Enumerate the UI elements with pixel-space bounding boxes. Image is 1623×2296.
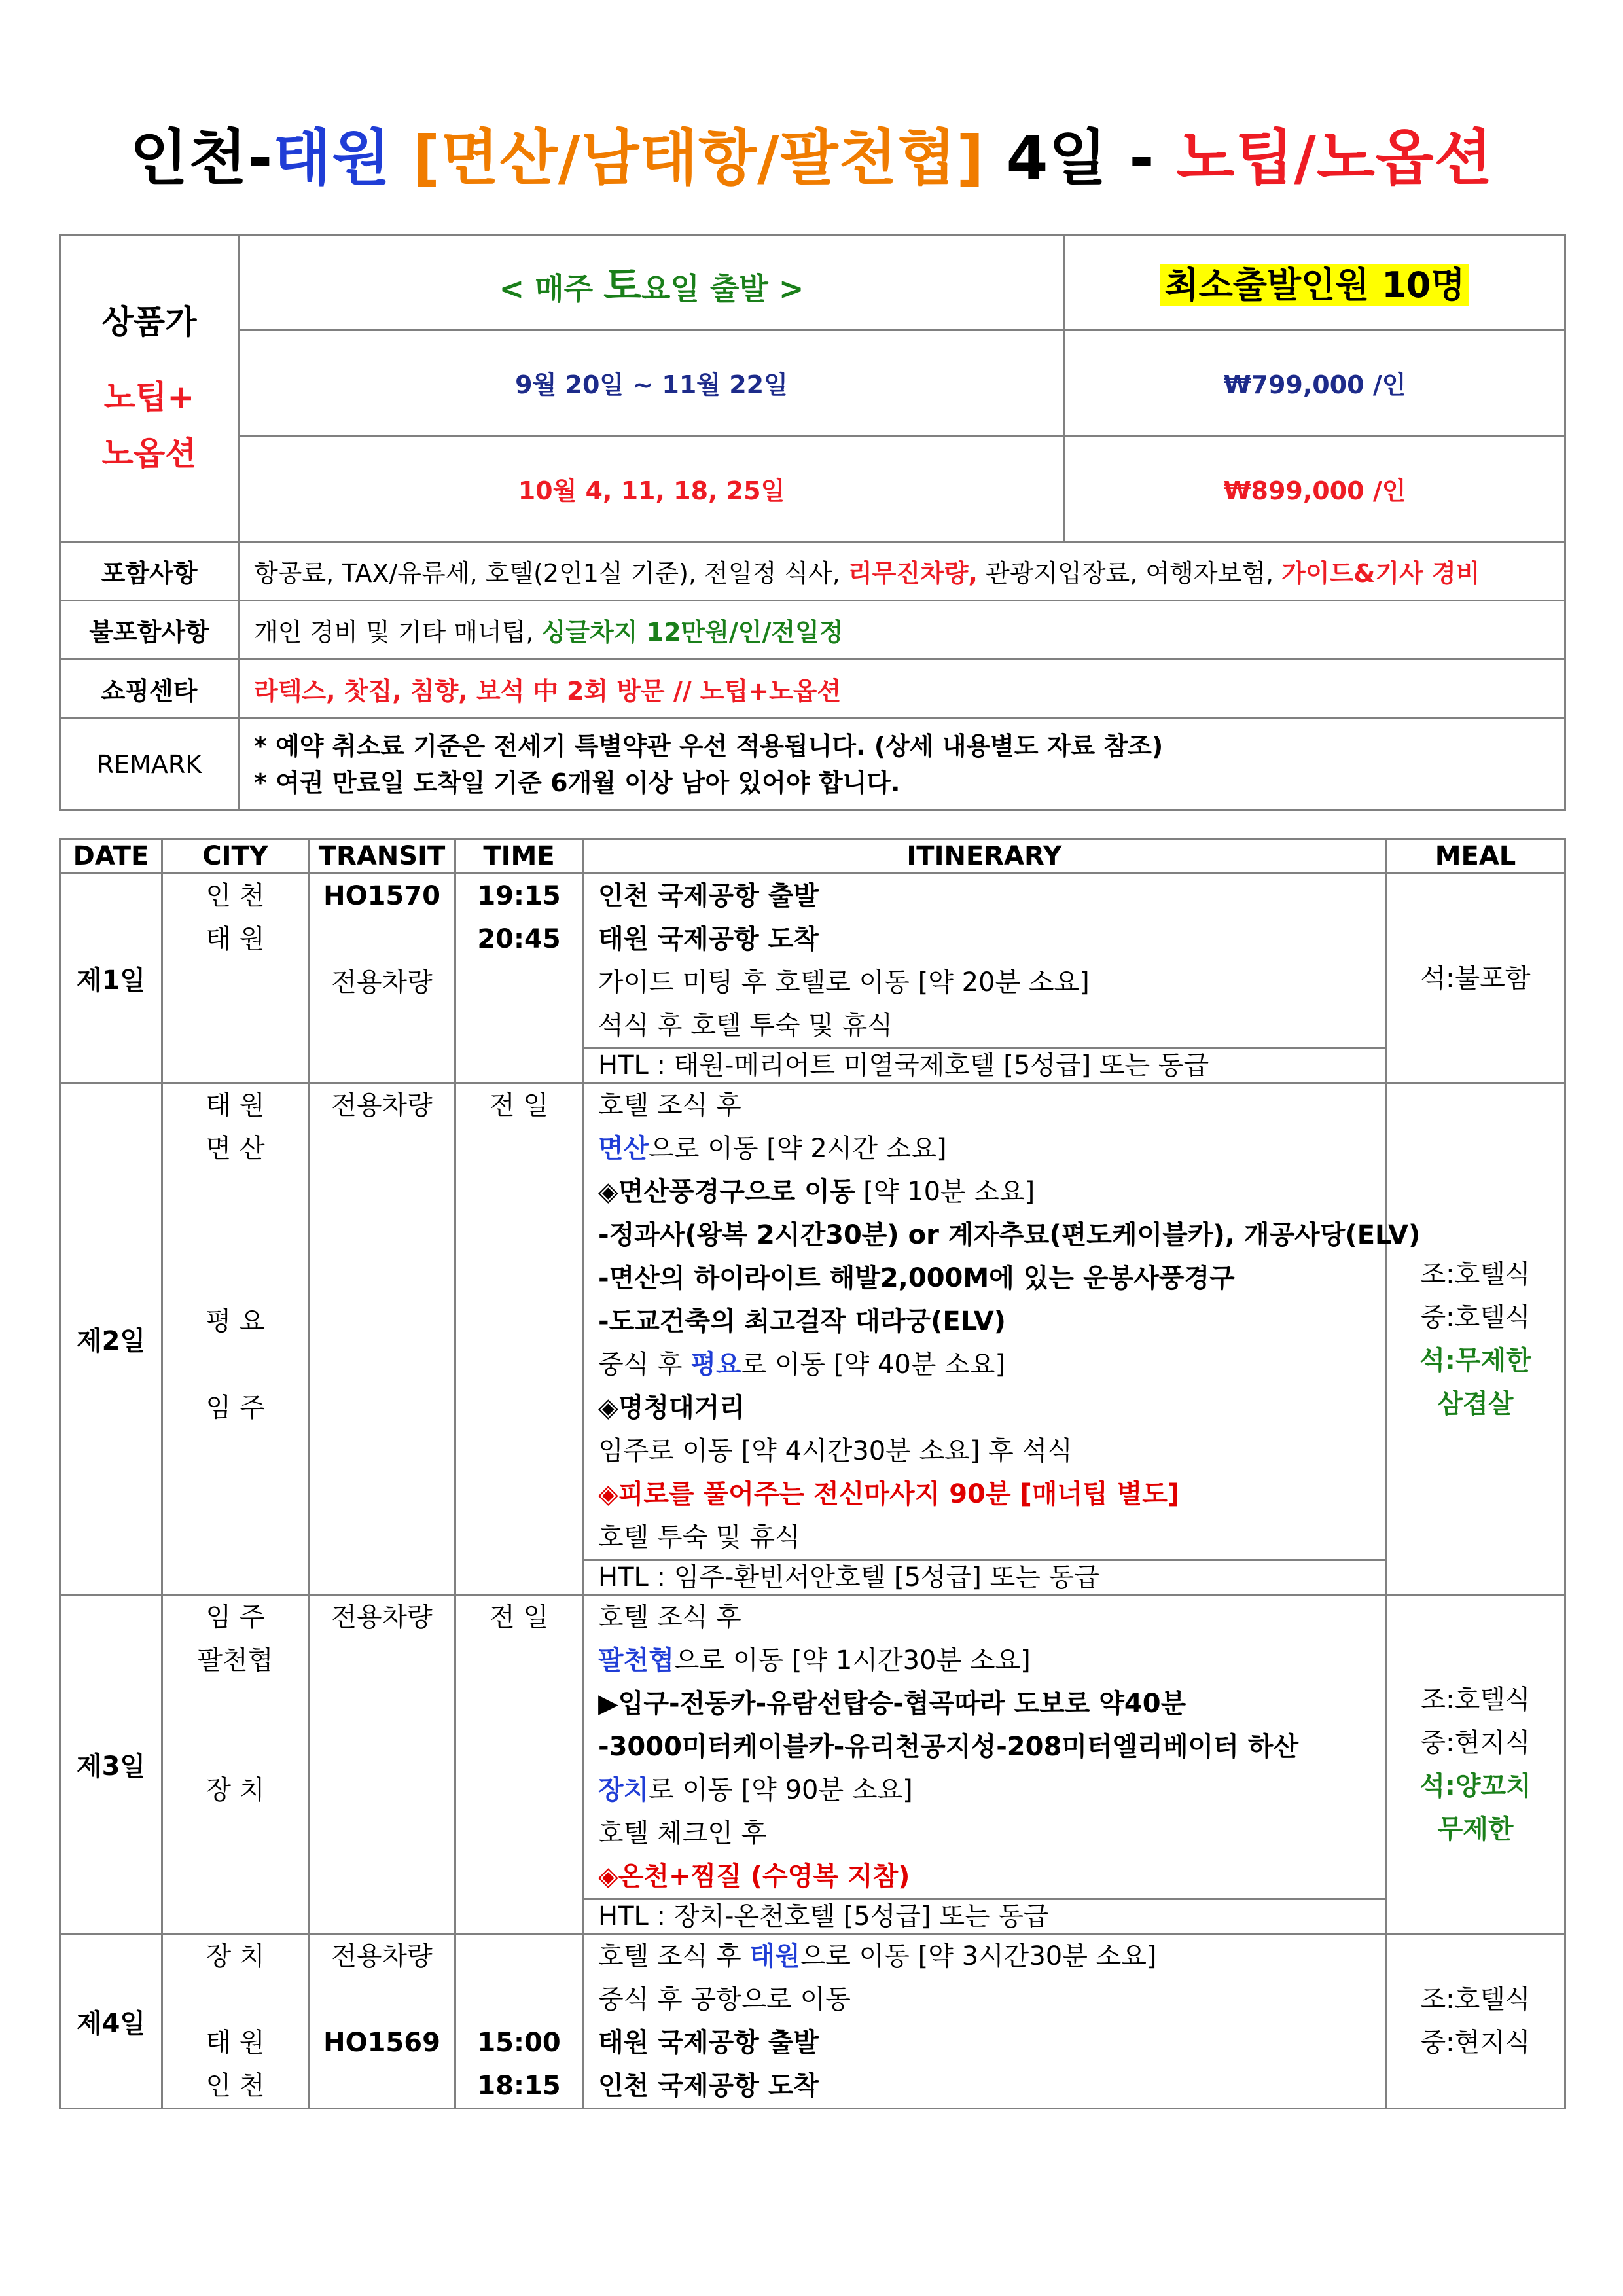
header-transit: TRANSIT: [309, 839, 455, 874]
excluded-value: 개인 경비 및 기타 매너팁, 싱글차지 12만원/인/전일정: [239, 601, 1565, 660]
title-option: 노팁/노옵션: [1176, 123, 1493, 193]
remark-line-2: * 여권 만료일 도착일 기준 6개월 이상 남아 있어야 합니다.: [254, 768, 901, 797]
page-title: [0, 110, 1623, 196]
day2-meal: 조:호텔식 중:호텔식 석:무제한 삼겹살: [1386, 1083, 1565, 1595]
price-sub1: 노팁+: [103, 378, 195, 416]
included-value: 항공료, TAX/유류세, 호텔(2인1실 기준), 전일정 식사, 리무진차량, 관광지입장료, 여행자보험, 가이드&기사 경비: [239, 542, 1565, 601]
day4-time: 15:00 18:15: [455, 1934, 583, 2109]
price1: ₩799,000 /인: [1065, 330, 1565, 436]
min-pax-cell: [1065, 236, 1565, 330]
day3-itinerary: 호텔 조식 후 팔천협으로 이동 [약 1시간30분 소요] ▶입구-전동카-유람선탑승-협곡따라 도보로 약40분 -3000미터케이블카-유리천공지성-208미터엘리베이터 하산 장치로 이동 [약 90분 소요] 호텔 체크인 후 ◈온천+찜질 (수영복 지참) HTL : 장치-온천호텔 [5성급] 또는 동급: [583, 1595, 1386, 1934]
day3-label: 제3일: [60, 1595, 162, 1934]
day4-meal: 조:호텔식 중:현지식: [1386, 1934, 1565, 2109]
included-label: 포함사항: [60, 542, 239, 601]
day3-hotel: HTL : 장치-온천호텔 [5성급] 또는 동급: [584, 1898, 1385, 1933]
day4-row: [60, 1934, 1565, 2109]
price-label: 상품가: [101, 302, 197, 341]
header-meal: MEAL: [1386, 839, 1565, 874]
day4-label: 제4일: [60, 1934, 162, 2109]
period1: 9월 20일 ~ 11월 22일: [239, 330, 1065, 436]
title-prefix: 인천-: [130, 123, 274, 193]
excluded-label: 불포함사항: [60, 601, 239, 660]
day2-itinerary: 호텔 조식 후 면산으로 이동 [약 2시간 소요] ◈면산풍경구으로 이동 [약 10분 소요] -정과사(왕복 2시간30분) or 계자추묘(편도케이블카), 개공사당(ELV) -면산의 하이라이트 해발2,000M에 있는 운봉사풍경구 -도교건축의 최고걸작 대라궁(ELV) 중식 후 평요로 이동 [약 40분 소요] ◈명청대거리 임주로 이동 [약 4시간30분 소요] 후 석식 ◈피로를 풀어주는 전신마사지 90분 [매너팁 별도] 호텔 투숙 및 휴식 HTL : 임주-환빈서안호텔 [5성급] 또는 동급: [583, 1083, 1386, 1595]
title-days: 4일 -: [1006, 123, 1155, 193]
itinerary-table: [59, 838, 1566, 2109]
day2-label: 제2일: [60, 1083, 162, 1595]
day3-cities: 임 주 팔천협 장 치: [162, 1595, 309, 1934]
departure-cell: [239, 236, 1065, 330]
day1-hotel: HTL : 태원-메리어트 미열국제호텔 [5성급] 또는 동급: [584, 1047, 1385, 1082]
header-time: TIME: [455, 839, 583, 874]
day1-row: [60, 874, 1565, 1083]
remark-value: [239, 719, 1565, 810]
title-route: [면산/남태항/팔천협]: [412, 123, 985, 193]
price-sub2: 노옵션: [101, 434, 197, 473]
day2-hotel: HTL : 임주-환빈서안호텔 [5성급] 또는 동급: [584, 1559, 1385, 1594]
day2-transit: 전용차량: [309, 1083, 455, 1595]
min-pax: 최소출발인원 10명: [1160, 264, 1469, 306]
day2-cities: 태 원 면 산 평 요 임 주: [162, 1083, 309, 1595]
title-city: 태원: [273, 123, 391, 193]
departure-pre: < 매주: [499, 270, 604, 306]
day4-itinerary: 호텔 조식 후 태원으로 이동 [약 3시간30분 소요] 중식 후 공항으로 이동 태원 국제공항 출발 인천 국제공항 도착: [583, 1934, 1386, 2109]
day3-time: 전 일: [455, 1595, 583, 1934]
departure-post: 요일 출발 >: [641, 270, 804, 306]
day3-transit: 전용차량: [309, 1595, 455, 1934]
day1-itinerary: 인천 국제공항 출발 태원 국제공항 도착 가이드 미팅 후 호텔로 이동 [약 20분 소요] 석식 후 호텔 투숙 및 휴식 HTL : 태원-메리어트 미열국제호텔 [5성급] 또는 동급: [583, 874, 1386, 1083]
day1-meal: 석:불포함: [1386, 874, 1565, 1083]
summary-table: [59, 234, 1566, 811]
day3-row: [60, 1595, 1565, 1934]
shopping-label: 쇼핑센타: [60, 660, 239, 719]
header-itinerary: ITINERARY: [583, 839, 1386, 874]
header-city: CITY: [162, 839, 309, 874]
remark-line-1: * 예약 취소료 기준은 전세기 특별약관 우선 적용됩니다. (상세 내용별도 자료 참조): [254, 731, 1164, 761]
price-label-cell: [60, 236, 239, 542]
day1-transit: HO1570 전용차량: [309, 874, 455, 1083]
departure-day: 토: [603, 262, 642, 309]
day2-time: 전 일: [455, 1083, 583, 1595]
period2: 10월 4, 11, 18, 25일: [239, 436, 1065, 542]
header-date: DATE: [60, 839, 162, 874]
shopping-value: 라텍스, 찻집, 침향, 보석 中 2회 방문 // 노팁+노옵션: [239, 660, 1565, 719]
day3-meal: 조:호텔식 중:현지식 석:양꼬치 무제한: [1386, 1595, 1565, 1934]
remark-label: REMARK: [60, 719, 239, 810]
day2-row: [60, 1083, 1565, 1595]
day1-cities: 인 천 태 원: [162, 874, 309, 1083]
price2: ₩899,000 /인: [1065, 436, 1565, 542]
day4-cities: 장 치 태 원 인 천: [162, 1934, 309, 2109]
day1-time: 19:15 20:45: [455, 874, 583, 1083]
day4-transit: 전용차량 HO1569: [309, 1934, 455, 2109]
day1-label: 제1일: [60, 874, 162, 1083]
